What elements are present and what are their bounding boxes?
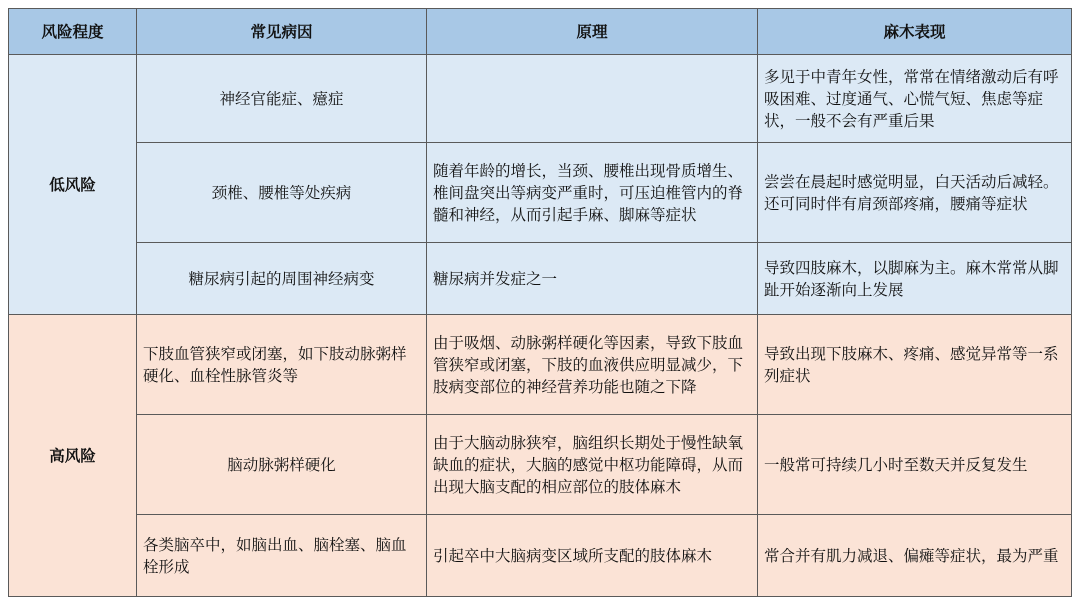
header-common-cause: 常见病因 (137, 9, 427, 55)
symptom-cell: 尝尝在晨起时感觉明显，白天活动后减轻。还可同时伴有肩颈部疼痛，腰痛等症状 (758, 143, 1072, 243)
cause-cell: 颈椎、腰椎等处疾病 (137, 143, 427, 243)
symptom-cell: 多见于中青年女性，常常在情绪激动后有呼吸困难、过度通气、心慌气短、焦虑等症状，一般不会有严重后果 (758, 55, 1072, 143)
risk-level-high: 高风险 (9, 315, 137, 597)
cause-cell: 糖尿病引起的周围神经病变 (137, 243, 427, 315)
table-row (9, 415, 1072, 515)
header-risk-level: 风险程度 (9, 9, 137, 55)
principle-cell: 由于吸烟、动脉粥样硬化等因素，导致下肢血管狭窄或闭塞，下肢的血液供应明显减少，下肢病变部位的神经营养功能也随之下降 (427, 315, 758, 415)
principle-cell (427, 55, 758, 143)
symptom-cell: 导致出现下肢麻木、疼痛、感觉异常等一系列症状 (758, 315, 1072, 415)
cause-cell: 神经官能症、癔症 (137, 55, 427, 143)
table-row (9, 55, 1072, 143)
principle-cell: 引起卒中大脑病变区域所支配的肢体麻木 (427, 515, 758, 597)
header-principle: 原理 (427, 9, 758, 55)
risk-table (8, 8, 1072, 597)
risk-table-container (8, 8, 1072, 597)
cause-cell: 下肢血管狭窄或闭塞，如下肢动脉粥样硬化、血栓性脉管炎等 (137, 315, 427, 415)
cause-cell: 脑动脉粥样硬化 (137, 415, 427, 515)
symptom-cell: 一般常可持续几小时至数天并反复发生 (758, 415, 1072, 515)
table-header-row (9, 9, 1072, 55)
cause-cell: 各类脑卒中，如脑出血、脑栓塞、脑血栓形成 (137, 515, 427, 597)
principle-cell: 随着年龄的增长，当颈、腰椎出现骨质增生、椎间盘突出等病变严重时，可压迫椎管内的脊髓和神经，从而引起手麻、脚麻等症状 (427, 143, 758, 243)
symptom-cell: 导致四肢麻木，以脚麻为主。麻木常常从脚趾开始逐渐向上发展 (758, 243, 1072, 315)
table-row (9, 315, 1072, 415)
principle-cell: 由于大脑动脉狭窄，脑组织长期处于慢性缺氧缺血的症状，大脑的感觉中枢功能障碍，从而出现大脑支配的相应部位的肢体麻木 (427, 415, 758, 515)
risk-level-low: 低风险 (9, 55, 137, 315)
symptom-cell: 常合并有肌力减退、偏瘫等症状，最为严重 (758, 515, 1072, 597)
header-numbness-symptom: 麻木表现 (758, 9, 1072, 55)
principle-cell: 糖尿病并发症之一 (427, 243, 758, 315)
table-row (9, 515, 1072, 597)
table-row (9, 143, 1072, 243)
table-row (9, 243, 1072, 315)
